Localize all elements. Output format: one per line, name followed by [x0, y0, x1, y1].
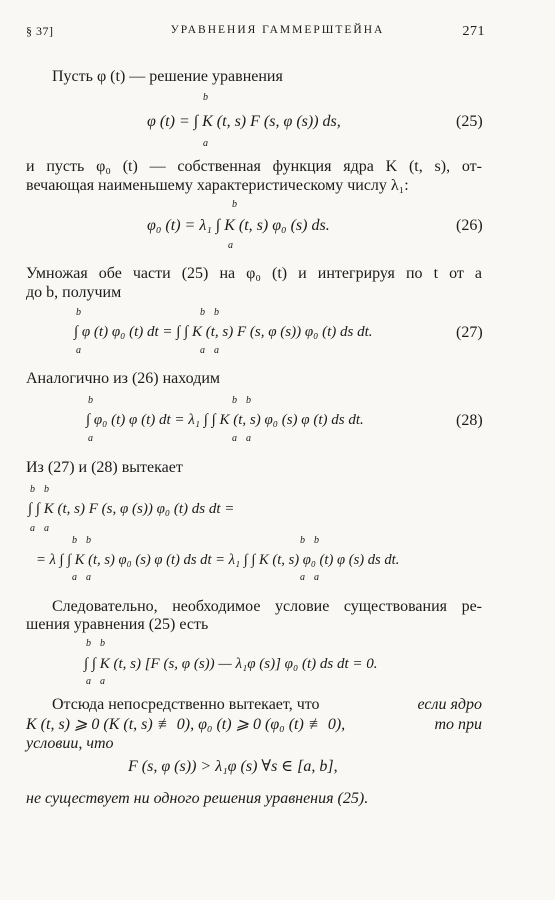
equation-29-line-2: = λ ∫ ∫ K (t, s) φ₀ (s) φ (t) ds dt = λ₁ ∫ ∫ K (t, s) φ₀ (t) φ (s) ds dt.: [36, 552, 400, 568]
running-title: УРАВНЕНИЯ ГАММЕРШТЕЙНА: [170, 24, 385, 36]
paragraph-3-line-1: Умножая обе части (25) на φ₀ (t) и интегрируя по t от a: [26, 265, 482, 282]
integral-lower-limit: a: [300, 572, 305, 583]
integral-lower-limit: a: [203, 138, 208, 149]
integral-upper-limit: b: [76, 307, 81, 318]
integral-lower-limit: a: [200, 345, 205, 356]
integral-lower-limit: a: [228, 240, 233, 251]
paragraph-7-line-1: [52, 696, 482, 714]
section-marker: § 37]: [26, 24, 54, 38]
page-number: 271: [462, 24, 485, 39]
equation-25-number: (25): [456, 113, 483, 130]
paragraph-1: Пусть φ (t) — решение уравнения: [52, 68, 283, 85]
equation-28-number: (28): [456, 412, 483, 429]
equation-30: ∫ ∫ K (t, s) [F (s, φ (s)) — λ₁φ (s)] φ₀ (t) ds dt = 0.: [84, 656, 378, 672]
integral-lower-limit: a: [30, 523, 35, 534]
equation-27: ∫ φ (t) φ₀ (t) dt = ∫ ∫ K (t, s) F (s, φ (s)) φ₀ (t) ds dt.: [74, 324, 373, 340]
paragraph-2-line-1: и пусть φ₀ (t) — собственная функция ядра K (t, s), от-: [26, 158, 482, 175]
integral-upper-limit: b: [214, 307, 219, 318]
integral-lower-limit: a: [76, 345, 81, 356]
equation-26: φ₀ (t) = λ₁ ∫ K (t, s) φ₀ (s) ds.: [147, 217, 330, 234]
equation-27-number: (27): [456, 324, 483, 341]
integral-lower-limit: a: [314, 572, 319, 583]
equation-28: ∫ φ₀ (t) φ (t) dt = λ₁ ∫ ∫ K (t, s) φ₀ (s) φ (t) ds dt.: [86, 412, 364, 428]
integral-upper-limit: b: [100, 638, 105, 649]
integral-upper-limit: b: [86, 535, 91, 546]
integral-lower-limit: a: [88, 433, 93, 444]
equation-25: φ (t) = ∫ K (t, s) F (s, φ (s)) ds,: [147, 113, 341, 130]
integral-upper-limit: b: [88, 395, 93, 406]
integral-lower-limit: a: [232, 433, 237, 444]
integral-upper-limit: b: [72, 535, 77, 546]
integral-upper-limit: b: [314, 535, 319, 546]
integral-lower-limit: a: [86, 572, 91, 583]
integral-upper-limit: b: [246, 395, 251, 406]
paragraph-4: Аналогично из (26) находим: [26, 370, 221, 387]
integral-upper-limit: b: [200, 307, 205, 318]
equation-26-number: (26): [456, 217, 483, 234]
integral-upper-limit: b: [203, 92, 208, 103]
integral-lower-limit: a: [72, 572, 77, 583]
integral-upper-limit: b: [232, 395, 237, 406]
integral-upper-limit: b: [232, 199, 237, 210]
integral-lower-limit: a: [100, 676, 105, 687]
integral-upper-limit: b: [30, 484, 35, 495]
paragraph-7-line-2-italic: то при: [434, 716, 482, 733]
paragraph-2-line-2: вечающая наименьшему характеристическому числу λ₁:: [26, 177, 409, 194]
paragraph-7-line-2: [26, 716, 482, 734]
paragraph-5: Из (27) и (28) вытекает: [26, 459, 183, 476]
integral-lower-limit: a: [86, 676, 91, 687]
integral-lower-limit: a: [44, 523, 49, 534]
paragraph-8: не существует ни одного решения уравнения (25).: [26, 790, 369, 807]
integral-lower-limit: a: [246, 433, 251, 444]
paragraph-7-line-1-plain: Отсюда непосредственно вытекает, что: [52, 696, 320, 713]
integral-upper-limit: b: [44, 484, 49, 495]
paragraph-7-line-1-italic: если ядро: [417, 696, 482, 713]
paragraph-3-line-2: до b, получим: [26, 284, 122, 301]
paragraph-6-line-2: шения уравнения (25) есть: [26, 616, 209, 633]
integral-upper-limit: b: [86, 638, 91, 649]
condition-inequality: F (s, φ (s)) > λ₁φ (s) ∀s ∈ [a, b],: [128, 758, 338, 775]
paragraph-6-line-1: Следовательно, необходимое условие существования ре-: [52, 598, 482, 615]
integral-lower-limit: a: [214, 345, 219, 356]
paragraph-7-line-2-plain: K (t, s) ⩾ 0 (K (t, s) ≢ 0), φ₀ (t) ⩾ 0 (φ₀ (t) ≢ 0),: [26, 716, 346, 733]
equation-29-line-1: ∫ ∫ K (t, s) F (s, φ (s)) φ₀ (t) ds dt =: [28, 501, 235, 517]
integral-upper-limit: b: [300, 535, 305, 546]
paragraph-7-line-3: условии, что: [26, 735, 114, 752]
